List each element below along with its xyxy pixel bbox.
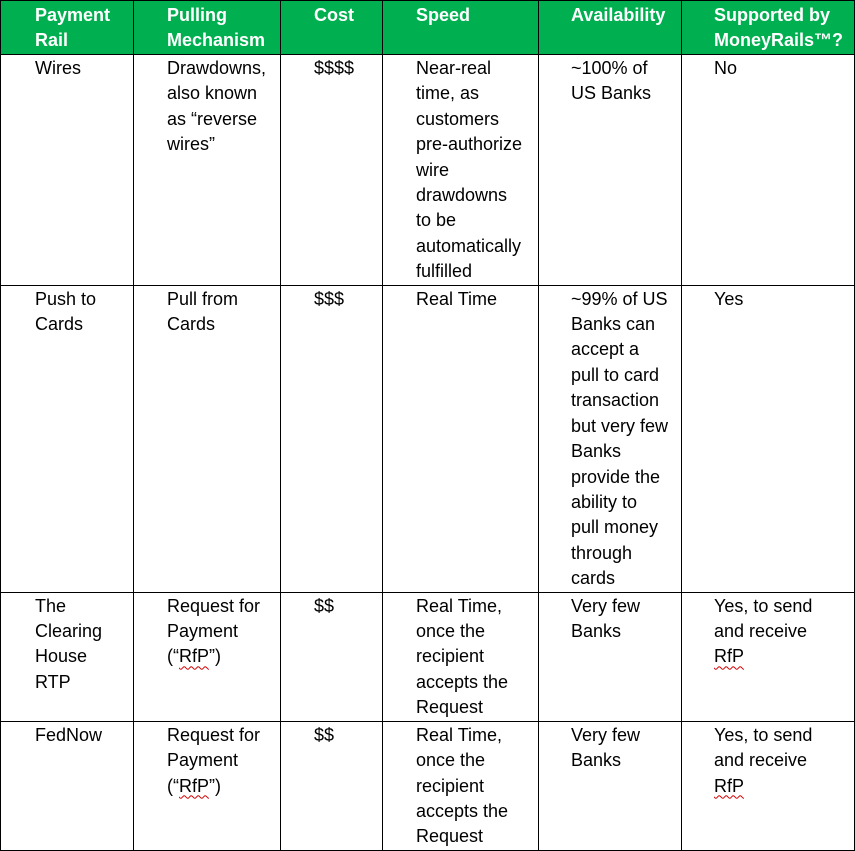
cell-availability: Very few Banks [539,721,682,850]
table-row-tch-rtp [1,592,855,721]
header-payment-rail: Payment Rail [1,1,134,55]
mechanism-text: Request for Payment (“ [167,595,261,667]
mechanism-text-end: ”) [209,775,222,796]
cell-pulling-mechanism [134,721,281,850]
cell-cost: $$ [281,592,383,721]
supported-text: Yes, to send and receive [714,595,813,642]
cell-cost: $$ [281,721,383,850]
cell-payment-rail: FedNow [1,721,134,850]
cell-pulling-mechanism: Drawdowns, also known as “reverse wires” [134,55,281,286]
table-row-fednow [1,721,855,850]
table-row-wires [1,55,855,286]
cell-payment-rail: Push to Cards [1,285,134,592]
header-availability: Availability [539,1,682,55]
cell-availability: Very few Banks [539,592,682,721]
spellcheck-term: RfP [179,775,210,796]
cell-pulling-mechanism: Pull from Cards [134,285,281,592]
cell-cost: $$$$ [281,55,383,286]
spellcheck-term: RfP [179,646,210,667]
spellcheck-term: RfP [714,646,745,667]
cell-pulling-mechanism [134,592,281,721]
cell-supported: No [682,55,855,286]
supported-text: Yes, to send and receive [714,724,813,771]
spellcheck-term: RfP [714,775,745,796]
cell-supported [682,721,855,850]
cell-speed: Real Time [383,285,539,592]
table-header-row [1,1,855,55]
cell-supported: Yes [682,285,855,592]
cell-availability: ~100% of US Banks [539,55,682,286]
cell-payment-rail: The Clearing House RTP [1,592,134,721]
cell-speed: Real Time, once the recipient accepts the Request [383,592,539,721]
cell-payment-rail: Wires [1,55,134,286]
cell-cost: $$$ [281,285,383,592]
header-cost: Cost [281,1,383,55]
cell-speed: Near-real time, as customers pre-authorize wire drawdowns to be automatically fulfilled [383,55,539,286]
table-row-push-to-cards [1,285,855,592]
cell-speed: Real Time, once the recipient accepts the Request [383,721,539,850]
cell-supported [682,592,855,721]
header-pulling-mechanism: Pulling Mechanism [134,1,281,55]
mechanism-text: Request for Payment (“ [167,724,261,796]
header-speed: Speed [383,1,539,55]
header-supported: Supported by MoneyRails™? [682,1,855,55]
mechanism-text-end: ”) [209,646,222,667]
cell-availability: ~99% of US Banks can accept a pull to card transaction but very few Banks provide the ability to pull money through cards [539,285,682,592]
